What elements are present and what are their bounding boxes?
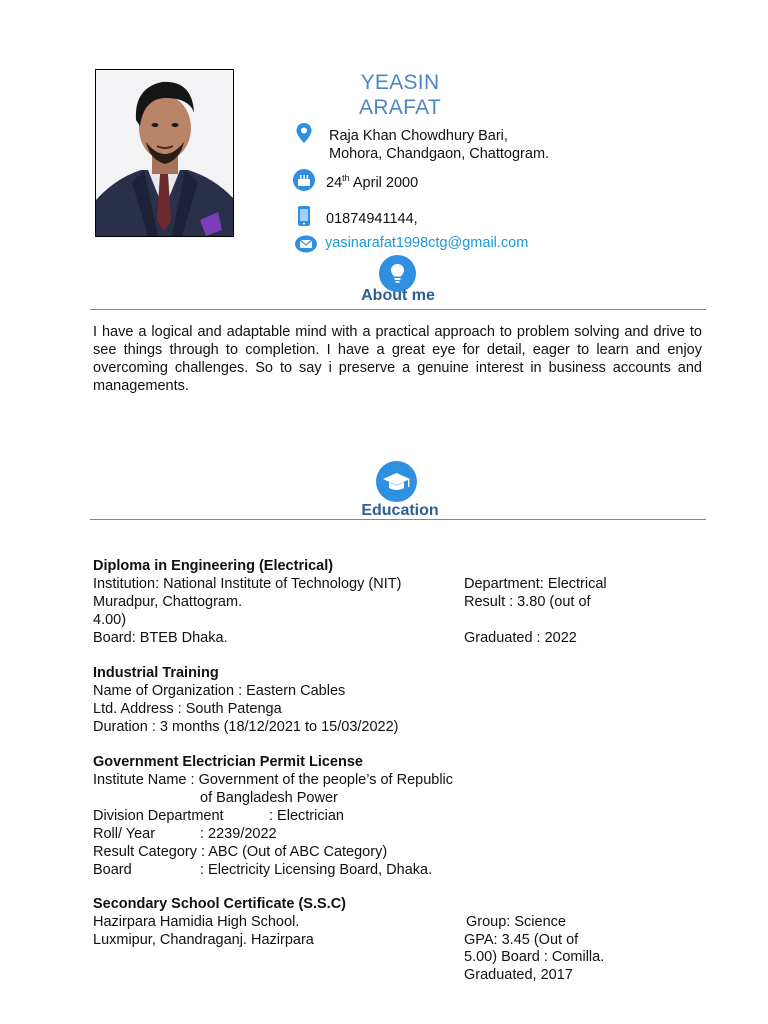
ssc-group: Group: Science [466, 914, 566, 930]
training-address: Ltd. Address : South Patenga [93, 701, 282, 717]
license-heading: Government Electrician Permit License [93, 754, 363, 770]
license-block [93, 753, 653, 879]
ssc-school: Hazirpara Hamidia High School. [93, 914, 300, 930]
diploma-institution: Institution: National Institute of Technology (NIT) [93, 576, 402, 592]
mobile-phone-icon [297, 205, 311, 232]
license-division-label: Division Department [93, 808, 224, 824]
training-block [93, 664, 653, 736]
email-link[interactable]: yasinarafat1998ctg@gmail.com [325, 235, 529, 251]
ssc-graduated: Graduated, 2017 [464, 967, 573, 983]
about-divider [90, 309, 706, 310]
training-heading: Industrial Training [93, 665, 219, 681]
license-result-category: Result Category : ABC (Out of ABC Category) [93, 844, 388, 860]
diploma-result: Result : 3.80 (out of [464, 594, 591, 610]
ssc-gpa: GPA: 3.45 (Out of [464, 932, 579, 948]
envelope-icon [295, 235, 317, 258]
about-text: I have a logical and adaptable mind with a practical approach to problem solving and drive to see things through to completion. I have a great eye for detail, eager to learn and enjoy overcoming challenges. So to say i preserve a genuine interest in business accounts and managements. [93, 324, 702, 394]
diploma-department: Department: Electrical [464, 576, 607, 592]
phone-number: 01874941144, [326, 211, 418, 227]
ssc-block [93, 895, 453, 949]
diploma-result-continued: 4.00) [93, 612, 127, 628]
diploma-board: Board: BTEB Dhaka. [93, 630, 228, 646]
license-roll-label: Roll/ Year [93, 826, 156, 842]
address-line-1: Raja Khan Chowdhury Bari, [329, 128, 508, 144]
license-division-row [93, 807, 653, 825]
license-board-row [93, 861, 653, 879]
education-divider [90, 519, 706, 520]
license-roll-value: : 2239/2022 [200, 826, 277, 842]
cake-icon [293, 169, 315, 196]
ssc-board: 5.00) Board : Comilla. [464, 949, 605, 965]
ssc-heading: Secondary School Certificate (S.S.C) [93, 896, 347, 912]
candidate-name [340, 70, 460, 120]
diploma-graduated: Graduated : 2022 [464, 630, 577, 646]
profile-photo [95, 69, 234, 237]
address-line-2: Mohora, Chandgaon, Chattogram. [329, 146, 550, 162]
name-first: YEASIN [360, 71, 440, 94]
license-institute-continued: of Bangladesh Power [200, 790, 338, 806]
license-division-value: : Electrician [269, 808, 344, 824]
diploma-block [93, 557, 463, 647]
date-of-birth [326, 174, 418, 192]
name-last: ARAFAT [359, 96, 441, 119]
location-pin-icon [295, 122, 313, 149]
training-organization: Name of Organization : Eastern Cables [93, 683, 346, 699]
license-roll-row [93, 825, 653, 843]
ssc-location: Luxmipur, Chandraganj. Hazirpara [93, 932, 314, 948]
person-portrait-icon [96, 70, 233, 236]
diploma-location: Muradpur, Chattogram. [93, 594, 243, 610]
dob-suffix: th [342, 173, 350, 184]
about-title: About me [361, 287, 435, 304]
dob-month-year: April 2000 [349, 175, 419, 191]
address [329, 127, 549, 163]
license-board-label: Board [93, 862, 132, 878]
diploma-heading: Diploma in Engineering (Electrical) [93, 558, 334, 574]
training-duration: Duration : 3 months (18/12/2021 to 15/03/2022) [93, 719, 399, 735]
graduation-cap-icon [376, 461, 417, 507]
education-title: Education [361, 502, 439, 519]
license-institute: Institute Name : Government of the people’s of Republic [93, 772, 454, 788]
dob-day: 24 [326, 175, 343, 191]
license-board-value: : Electricity Licensing Board, Dhaka. [200, 862, 433, 878]
